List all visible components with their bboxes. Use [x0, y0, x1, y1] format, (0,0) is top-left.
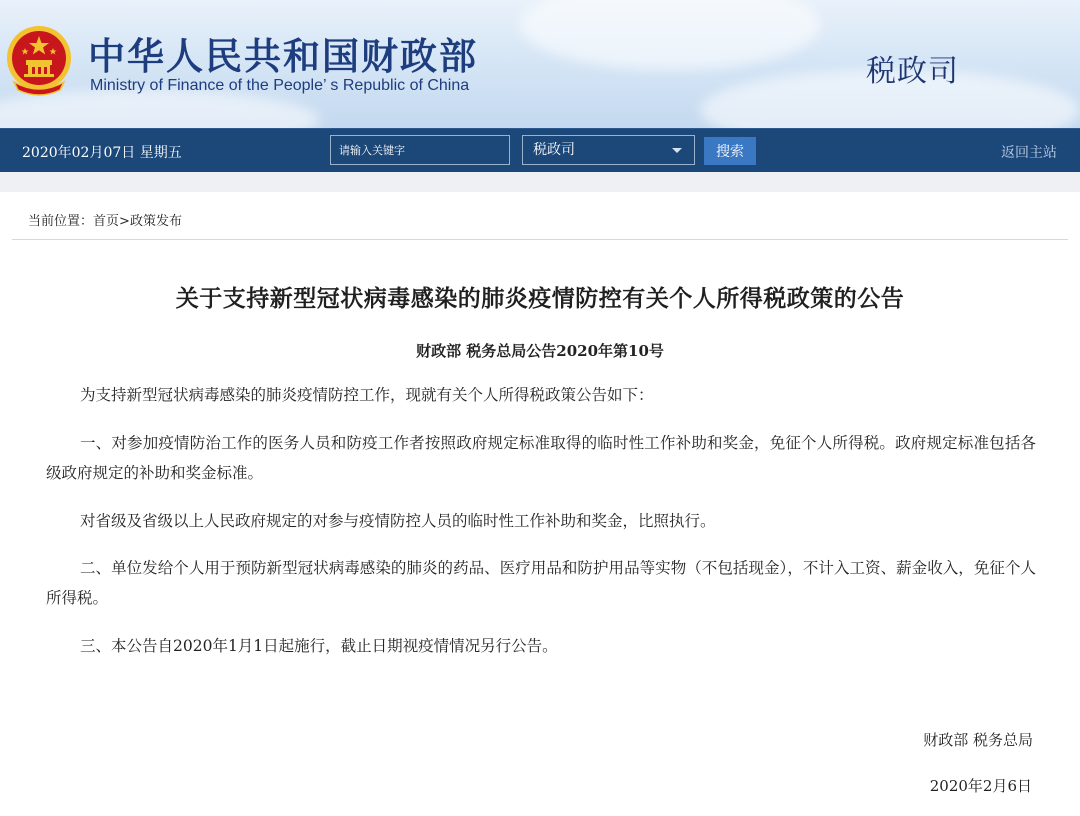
signature-date: 2020年2月6日	[929, 777, 1032, 795]
section-select[interactable]	[522, 135, 695, 165]
return-home-link[interactable]: 返回主站	[1001, 145, 1057, 161]
department-name: 税政司	[866, 54, 959, 89]
article-paragraph: 三、本公告自2020年1月1日起施行，截止日期视疫情情况另行公告。	[80, 637, 558, 655]
site-title: 中华人民共和国财政部	[88, 35, 478, 78]
breadcrumb-divider	[12, 239, 1068, 240]
search-button[interactable]: 搜索	[704, 137, 756, 165]
national-emblem-icon	[4, 22, 74, 98]
chevron-down-icon	[672, 148, 682, 153]
article-paragraph: 为支持新型冠状病毒感染的肺炎疫情防控工作，现就有关个人所得税政策公告如下：	[80, 386, 654, 404]
signature-organization: 财政部 税务总局	[923, 731, 1033, 749]
article-title: 关于支持新型冠状病毒感染的肺炎疫情防控有关个人所得税政策的公告	[175, 285, 905, 312]
article-paragraph: 一、对参加疫情防治工作的医务人员和防疫工作者按照政府规定标准取得的临时性工作补助和奖金，免征个人所得税。政府规定标准包括各级政府规定的补助和奖金标准。	[46, 434, 1036, 482]
nav-bar	[0, 128, 1080, 172]
section-select-value: 税政司	[533, 142, 575, 158]
breadcrumb	[28, 210, 182, 229]
separator-band	[0, 172, 1080, 192]
current-date: 2020年02月07日 星期五	[22, 145, 182, 161]
breadcrumb-home-link[interactable]: 首页	[93, 214, 120, 229]
breadcrumb-prefix: 当前位置：	[28, 214, 94, 229]
header-banner	[0, 0, 1080, 128]
article-paragraph: 二、单位发给个人用于预防新型冠状病毒感染的肺炎的药品、医疗用品和防护用品等实物（不包括现金），不计入工资、薪金收入，免征个人所得税。	[46, 559, 1036, 607]
site-subtitle: Ministry of Finance of the People’ s Republic of China	[90, 77, 470, 94]
search-input[interactable]	[330, 135, 510, 165]
document-number: 财政部 税务总局公告2020年第10号	[416, 342, 664, 360]
banner-cloud	[520, 0, 820, 70]
breadcrumb-current-link[interactable]: 政策发布	[129, 214, 182, 229]
breadcrumb-separator: >	[119, 214, 130, 229]
article-paragraph: 对省级及省级以上人民政府规定的对参与疫情防控人员的临时性工作补助和奖金，比照执行。	[80, 512, 716, 530]
content-panel	[0, 192, 1080, 816]
